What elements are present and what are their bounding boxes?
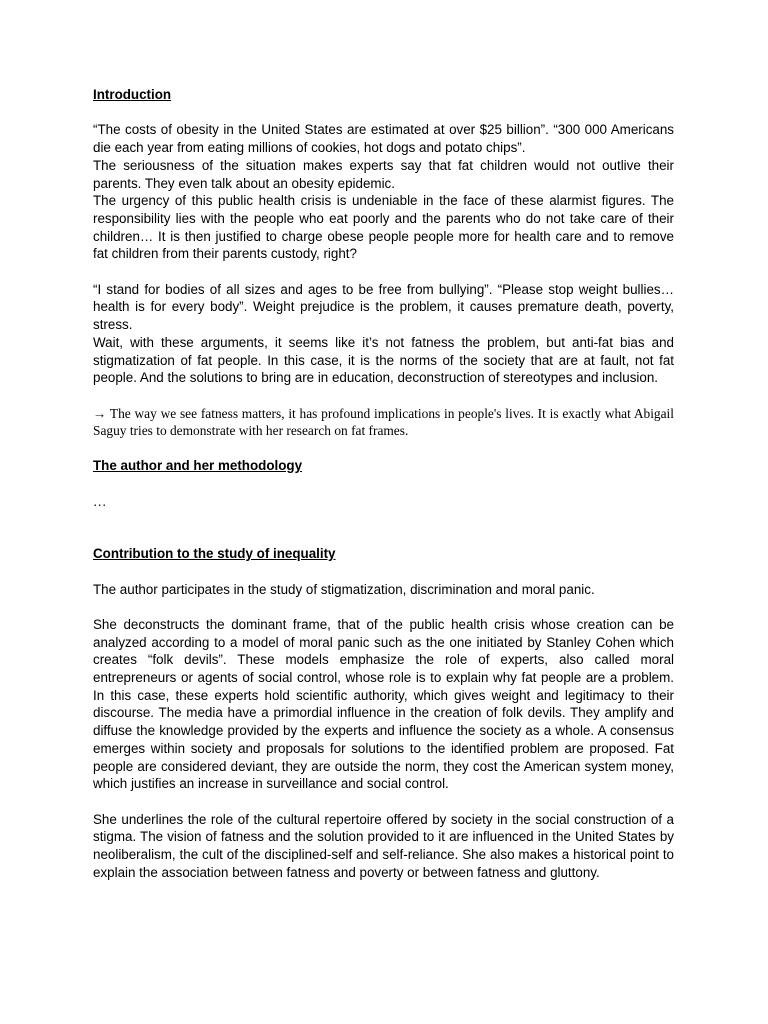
intro-paragraph-1: “The costs of obesity in the United States are estimated at over $25 billion”. “300 000 Americans die each year from eating millions of cookies, hot dogs and potato chips”. — [93, 122, 674, 156]
author-heading: The author and her methodology — [93, 458, 303, 474]
intro-paragraph-2: The seriousness of the situation makes experts say that fat children would not outlive their parents. They even talk about an obesity epidemic. — [93, 157, 674, 191]
contribution-paragraph-1: The author participates in the study of stigmatization, discrimination and moral panic. — [93, 581, 595, 597]
intro-paragraph-5: Wait, with these arguments, it seems like it’s not fatness the problem, but anti-fat bias and stigmatization of fat people. In this case, it is the norms of the society that are at fault, not fat people. And the solutions to bring are in education, deconstruction of stereotypes and inclusion. — [93, 334, 674, 386]
document-page — [93, 86, 674, 882]
contribution-paragraph-3: She underlines the role of the cultural repertoire offered by society in the social construction of a stigma. The vision of fatness and the solution provided to it are influenced in the United States by neoliberalism, the cult of the disciplined-self and self-reliance. She also makes a historical point to explain the association between fatness and poverty or between fatness and gluttony. — [93, 811, 674, 880]
contribution-paragraph-2: She deconstructs the dominant frame, that of the public health crisis whose creation can be analyzed according to a model of moral panic such as the one initiated by Stanley Cohen which creates “folk devils”. These models emphasize the role of experts, also called moral entrepreneurs or agents of social control, whose role is to explain why fat people are a problem. In this case, these experts hold scientific authority, which gives weight and legitimacy to their discourse. The media have a primordial influence in the creation of folk devils. They amplify and diffuse the knowledge provided by the experts and influence the society as a whole. A consensus emerges within society and proposals for solutions to the identified problem are proposed. Fat people are considered deviant, they are outside the norm, they cost the American system money, which justifies an increase in surveillance and social control. — [93, 616, 674, 792]
intro-paragraph-4: “I stand for bodies of all sizes and ages to be free from bullying”. “Please stop weight bullies…health is for every body”. Weight prejudice is the problem, it causes premature death, poverty, stress. — [93, 281, 674, 333]
intro-paragraph-3: The urgency of this public health crisis is undeniable in the face of these alarmist figures. The responsibility lies with the people who eat poorly and the parents who do not take care of their children… It is then justified to charge obese people people more for health care and to remove fat children from their parents custody, right? — [93, 193, 674, 262]
intro-heading: Introduction — [93, 87, 172, 102]
intro-paragraph-6: → The way we see fatness matters, it has profound implications in people's lives. It is exactly what Abigail Saguy tries to demonstrate with her research on fat frames. — [93, 405, 674, 439]
contribution-heading: Contribution to the study of inequality — [93, 546, 336, 562]
author-ellipsis: … — [93, 493, 107, 509]
